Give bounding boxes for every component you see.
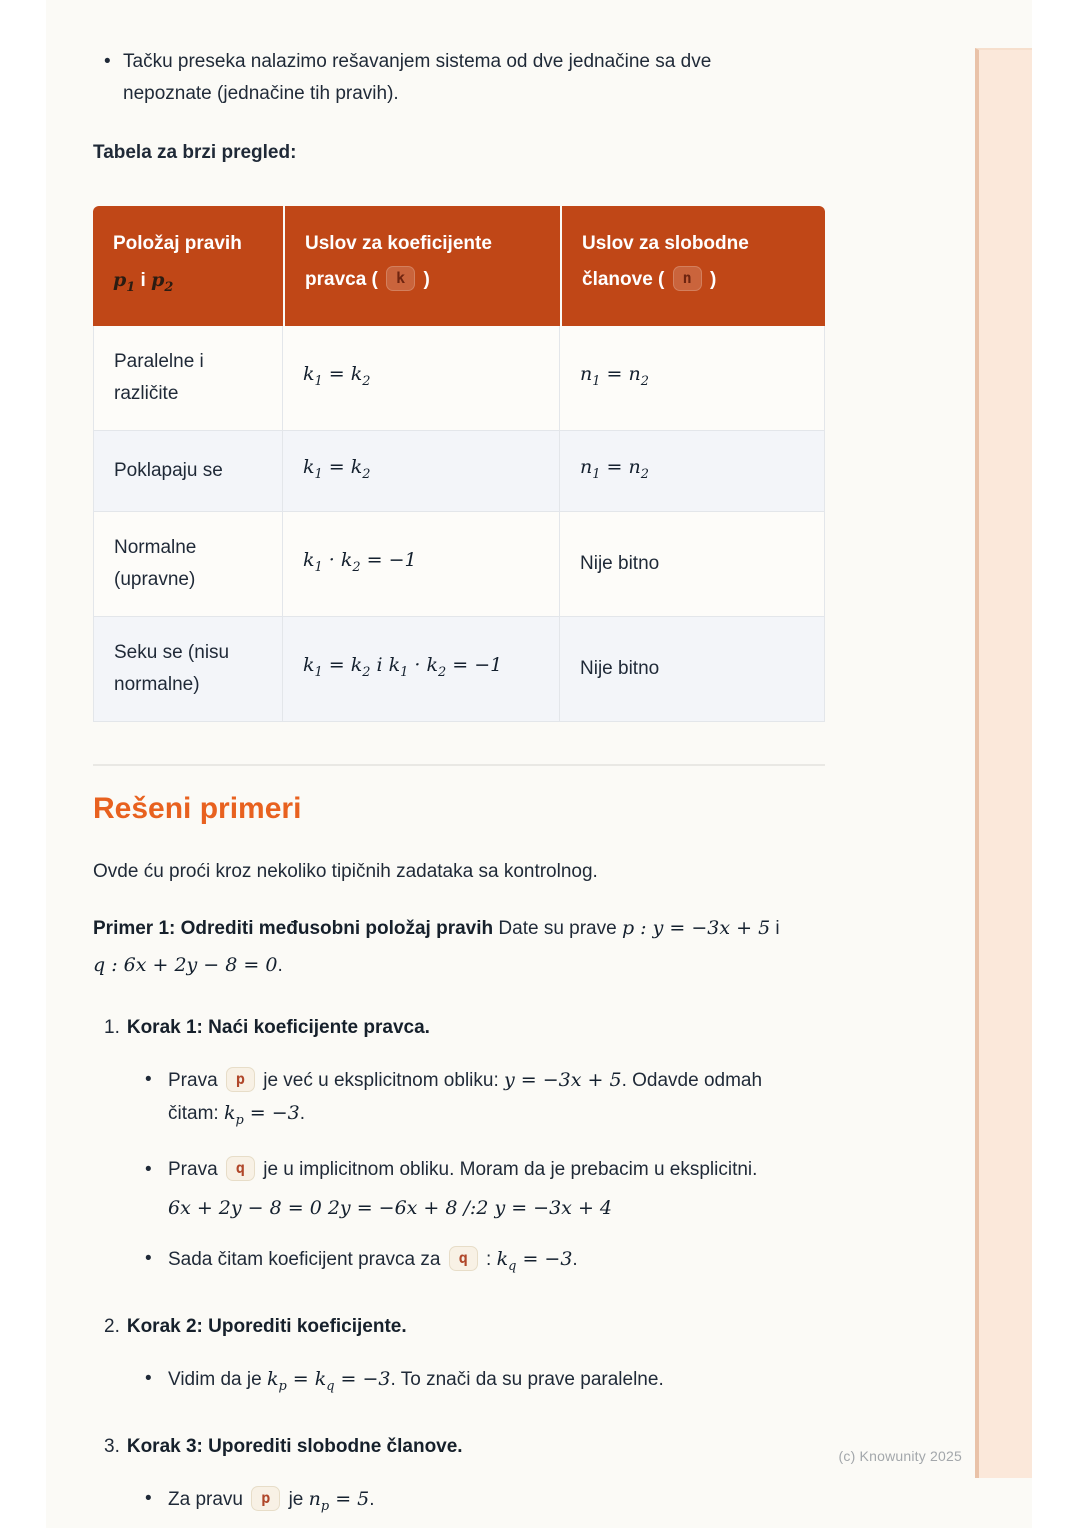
- intro-bullet-text-line1: Tačku preseka nalazimo rešavanjem sistema od dve jednačine sa dve: [123, 51, 712, 72]
- step-title: Korak 2: Uporediti koeficijente.: [126, 1316, 407, 1338]
- table-label: Tabela za brzi pregled:: [93, 142, 297, 163]
- code-badge-n: n: [673, 266, 702, 291]
- section-heading: Rešeni primeri: [93, 791, 302, 825]
- cell-condition-k: $k_1 = k_2$: [283, 431, 560, 512]
- step-2: [104, 1311, 875, 1403]
- intro-bullet-list: [93, 46, 875, 110]
- step-number: 3.: [104, 1435, 120, 1457]
- code-badge-p: p: [251, 1486, 280, 1511]
- document-page: [46, 0, 1032, 1528]
- code-badge-k: k: [386, 266, 415, 291]
- cell-condition-n: $n_1 = n_2$: [560, 326, 825, 431]
- list-item: • Prava q je u implicitnom obliku. Moram da je prebacim u eksplicitni. 6x + 2y − 8 = 0 2y = −6x + 8 /:2 y = −3x + 4: [134, 1154, 875, 1225]
- section-intro-text: Ovde ću proći kroz nekoliko tipičnih zadataka sa kontrolnog.: [93, 860, 598, 882]
- cell-label: Normalne (upravne): [93, 512, 283, 617]
- table-row: [93, 512, 825, 617]
- list-item: • Za pravu p je $n_p = 5$.: [134, 1483, 875, 1523]
- quick-review-table: [93, 206, 825, 722]
- cell-condition-k: $k_1 = k_2$: [283, 326, 560, 431]
- code-badge-p: p: [226, 1067, 255, 1092]
- step-title: Korak 3: Uporediti slobodne članove.: [126, 1435, 463, 1457]
- step-2-bullets: [104, 1363, 875, 1403]
- cell-label: Poklapaju se: [93, 431, 283, 512]
- cell-label: Paralelne i različite: [93, 326, 283, 431]
- math-p2: $p_2$: [151, 269, 174, 295]
- code-badge-q: q: [449, 1246, 478, 1271]
- table-header: [93, 206, 825, 326]
- primer-1-paragraph: Primer 1: Odrediti međusobni položaj pravih Date su prave p : y = −3x + 5 i q : 6x + 2y − 8 = 0.: [93, 916, 780, 976]
- step-title: Korak 1: Naći koeficijente pravca.: [126, 1016, 430, 1038]
- step-3: [104, 1431, 875, 1523]
- primer-1-title: Primer 1: Odrediti međusobni položaj pravih: [93, 917, 494, 939]
- header-cell-slobodni: Uslov za slobodne članove ( n ): [560, 206, 825, 326]
- table-row: [93, 617, 825, 722]
- intro-bullet-text-line2: nepoznate (jednačine tih pravih).: [123, 83, 399, 104]
- copyright-watermark: (c) Knowunity 2025: [838, 1448, 962, 1464]
- cell-label: Seku se (nisu normalne): [93, 617, 283, 722]
- section-divider: [93, 764, 825, 766]
- cell-condition-n: Nije bitno: [560, 617, 825, 722]
- math-line-p: p : y = −3x + 5: [621, 916, 771, 939]
- list-item: [93, 46, 875, 110]
- table-row: [93, 431, 825, 512]
- table-row: [93, 326, 825, 431]
- step-3-bullets: [104, 1483, 875, 1523]
- math-p1: $p_1$: [113, 269, 136, 295]
- cell-condition-n: Nije bitno: [560, 512, 825, 617]
- list-item: • Vidim da je $k_p = k_q = -3$. To znači da su prave paralelne.: [134, 1363, 875, 1403]
- cell-condition-k: $k_1 \cdot k_2 = -1$: [283, 512, 560, 617]
- page-content: [93, 0, 875, 1523]
- header-cell-koeficijenti: Uslov za koeficijente pravca ( k ): [283, 206, 560, 326]
- cell-condition-k: $k_1 = k_2$ i $k_1 \cdot k_2 = -1$: [283, 617, 560, 722]
- page-edge-strip: [975, 48, 1032, 1478]
- step-number: 2.: [104, 1316, 120, 1338]
- derivation-line: 6x + 2y − 8 = 0 2y = −6x + 8 /:2 y = −3x + 4: [168, 1197, 612, 1220]
- steps-list: [93, 1012, 875, 1523]
- step-1-bullets: [104, 1064, 875, 1284]
- list-item: • Sada čitam koeficijent pravca za q : $k_q = -3$.: [134, 1243, 875, 1283]
- code-badge-q: q: [226, 1156, 255, 1181]
- list-item: • Prava p je već u eksplicitnom obliku: y = −3x + 5. Odavde odmah čitam: $k_p = -3$.: [134, 1064, 875, 1137]
- step-1: [104, 1012, 875, 1284]
- step-number: 1.: [104, 1016, 120, 1038]
- cell-condition-n: $n_1 = n_2$: [560, 431, 825, 512]
- math-line-q: q : 6x + 2y − 8 = 0: [93, 953, 278, 976]
- header-cell-polozaj: Položaj pravih $p_1$ i $p_2$: [93, 206, 283, 326]
